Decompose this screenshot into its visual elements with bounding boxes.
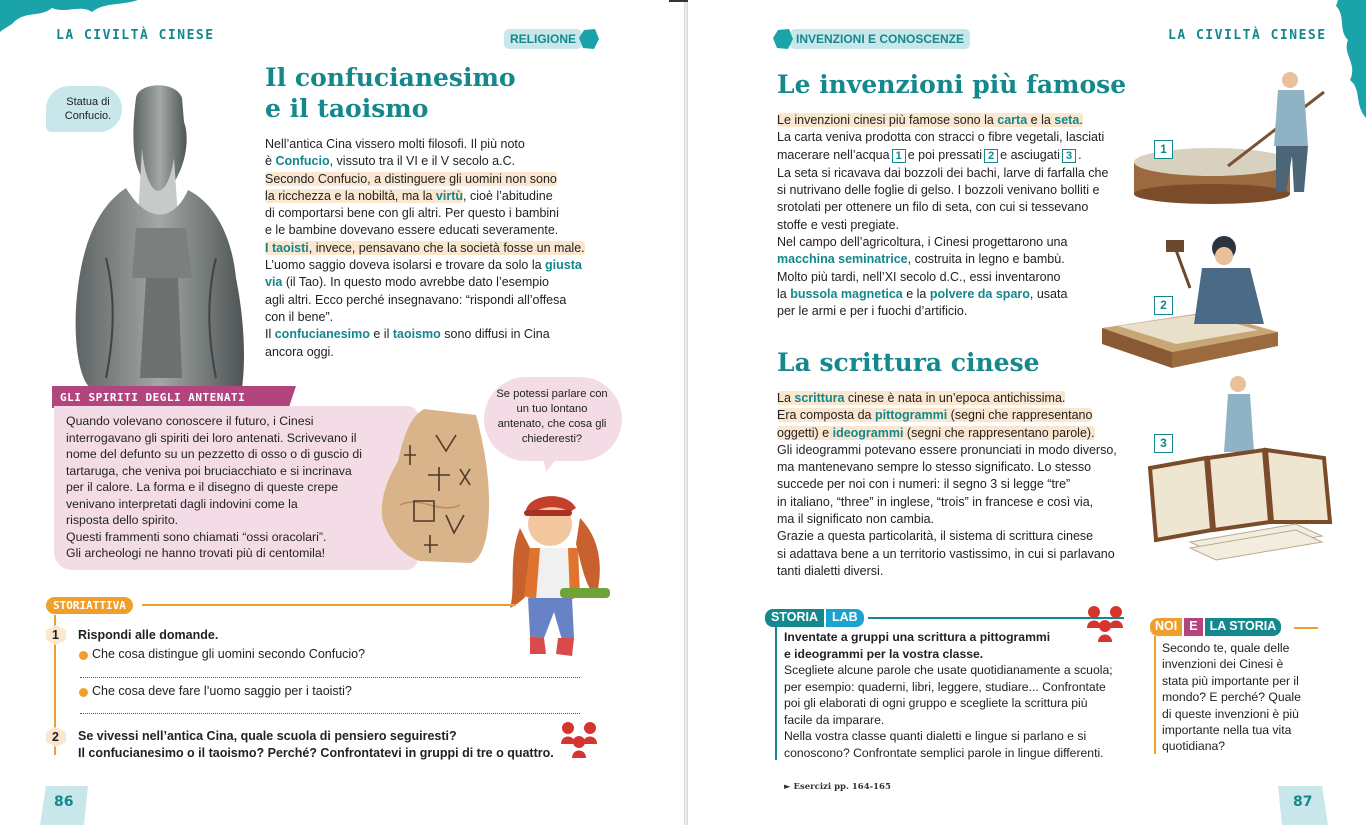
right-page xyxy=(688,0,1366,825)
text-line: di queste invenzioni è più xyxy=(1162,706,1299,721)
bullet-icon xyxy=(79,688,88,697)
spirits-box-title: GLI SPIRITI DEGLI ANTENATI xyxy=(60,391,246,404)
text-line: per esempio: quaderni, libri, leggere, studiare... Confrontate xyxy=(784,679,1106,694)
writing-text: La scrittura cinese è nata in un’epoca antichissima. Era composta da pittogrammi (segni che rappresentano oggetti) e ideogrammi (segni che rappresentano parole). Gli ideogrammi potevano essere pronunciati in modo diverso, ma mantenevano sempre lo stesso significato. Lo stesso succede per noi con i numeri: il segno 3 si legge “tre” in italiano, “three” in inglese, “trois” in francese e così via, ma il significato non cambia. Grazie a questa particolarità, il sistema di scrittura cinese si adattava bene a un territorio vastissimo, in cui si parlavano tanti dialetti diversi. xyxy=(777,391,1117,578)
text-line: mondo? E perché? Quale xyxy=(1162,690,1301,705)
text-line: Questi frammenti sono chiamati “ossi oracolari”. xyxy=(66,529,327,544)
text-line: facile da imparare. xyxy=(784,712,885,727)
question-1-text: Rispondi alle domande. xyxy=(78,628,219,642)
text-line: conoscono? Confrontate semplici parole in lingue differenti. xyxy=(784,745,1104,760)
page-number: 87 xyxy=(1293,794,1313,810)
text-line: venivano interpretati dagli indovini come la xyxy=(66,496,298,511)
text-line: Nella vostra classe quanti dialetti e lingue si parlano e si xyxy=(784,729,1087,743)
question-2-number: 2 xyxy=(52,730,59,744)
section-tag: INVENZIONI E CONOSCENZE xyxy=(772,28,970,50)
figure-label-2: 2 xyxy=(1154,296,1173,315)
figure-label-3: 3 xyxy=(1154,434,1173,453)
page-number: 86 xyxy=(54,794,74,810)
paper-soaking-illustration xyxy=(1132,66,1328,206)
child-character-illustration xyxy=(500,488,612,666)
text-line: risposta dello spirito. xyxy=(66,513,179,527)
section-title-writing: La scrittura cinese xyxy=(777,348,1040,377)
paper-drying-illustration xyxy=(1146,372,1338,564)
section-tag: RELIGIONE xyxy=(504,28,600,50)
storia-lab-label: STORIA LAB xyxy=(765,609,864,627)
figure-label-1: 1 xyxy=(1154,140,1173,159)
exercises-link[interactable]: ► Esercizi pp. 164-165 xyxy=(784,782,891,792)
group-work-icon xyxy=(556,716,602,762)
running-head: LA CIVILTÀ CINESE xyxy=(1168,28,1327,43)
noi-e-la-storia-text xyxy=(1162,640,1330,755)
paper-pressing-illustration xyxy=(1098,228,1284,372)
answer-line[interactable] xyxy=(80,677,580,678)
question-1-item-2: Che cosa deve fare l’uomo saggio per i taoisti? xyxy=(92,684,352,698)
text-line: Quando volevano conoscere il futuro, i Cinesi xyxy=(66,414,314,428)
noi-side-rule xyxy=(1154,636,1156,754)
running-head: LA CIVILTÀ CINESE xyxy=(56,28,215,43)
storiattiva-label: STORIATTIVA xyxy=(46,597,133,614)
speech-bubble-tail xyxy=(540,452,564,474)
spirits-box-text xyxy=(66,413,406,562)
statue-caption: Statua di Confucio. xyxy=(64,96,112,122)
section-title-inventions: Le invenzioni più famose xyxy=(777,70,1127,99)
text-line: interrogavano gli spiriti dei loro antenati. Scrivevano il xyxy=(66,430,357,445)
storia-lab-text: Inventate a gruppi una scrittura a pittogrammi e ideogrammi per la vostra classe. Scegliete alcune parole che usate quotidianamente a scuola; per esempio: quaderni, libri, leggere, studiare... Confrontate poi gli elaborati di ogni gruppo e scegliete la scrittura più facile da imparare. Nella vostra classe quanti dialetti e lingue si parlano e si conoscono? Confrontate semplici parole in lingue differenti. xyxy=(784,629,1130,761)
text-line: poi gli elaborati di ogni gruppo e scegliete la scrittura più xyxy=(784,696,1088,710)
text-line: per il calore. La forma e il disegno di queste crepe xyxy=(66,480,339,494)
answer-line[interactable] xyxy=(80,713,580,714)
corner-decoration xyxy=(1334,0,1366,120)
text-line: importante nella tua vita xyxy=(1162,723,1292,738)
storia-lab-side-rule xyxy=(775,624,777,760)
text-line: tartaruga, che veniva poi bruciacchiato e si incrinava xyxy=(66,463,352,478)
noi-e-la-storia-label: NOI E LA STORIA xyxy=(1150,618,1281,636)
storiattiva-rule xyxy=(142,604,516,606)
oracle-bone-illustration xyxy=(380,405,492,565)
text-line: invenzioni dei Cinesi è xyxy=(1162,657,1284,672)
text-line: stata più importante per il xyxy=(1162,673,1299,688)
main-text: Nell’antica Cina vissero molti filosofi. Il più noto è Confucio, vissuto tra il VI e il V secolo a.C. Secondo Confucio, a distinguere gli uomini non sono la ricchezza e la nobiltà, ma la virtù, cioè l’abitudine di comportarsi bene con gli altri. Per questo i bambini e le bambine dovevano essere educati severamente. I taoisti, invece, pensavano che la società fosse un male. L’uomo saggio doveva isolarsi e trovare da solo la giusta via (il Tao). In questo modo avrebbe dato l’esempio agli altri. Ecco perché insegnavano: “rispondi all’offesa con il bene”. Il confucianesimo e il taoismo sono diffusi in Cina ancora oggi. xyxy=(265,137,585,359)
text-line: Secondo te, quale delle xyxy=(1162,641,1290,655)
hexagon-icon xyxy=(772,28,794,50)
inventions-text: Le invenzioni cinesi più famose sono la carta e la seta. La carta veniva prodotta con stracci o fibre vegetali, lasciati macerare nell’acqua 1 e poi pressati 2 e asciugati 3 . La seta si ricavava dai bozzoli dei bachi, larve di farfalla che si nutrivano delle foglie di gelso. I bozzoli venivano bolliti e srotolati per ottenere un filo di seta, con cui si tessevano stoffe e vesti pregiate. Nel campo dell’agricoltura, i Cinesi progettarono una macchina seminatrice, costruita in legno e bambù. Molto più tardi, nell’XI secolo d.C., essi inventarono la bussola magnetica e la polvere da sparo, usata per le armi e per i fuochi d’artificio. xyxy=(777,113,1109,319)
text-line: quotidiana? xyxy=(1162,739,1226,754)
speech-bubble-text: Se potessi parlare con un tuo lontano antenato, che cosa gli chiederesti? xyxy=(496,388,608,445)
question-1-number: 1 xyxy=(52,628,59,642)
text-line: Scegliete alcune parole che usate quotidianamente a scuola; xyxy=(784,663,1113,677)
bullet-icon xyxy=(79,651,88,660)
text-line: nome del defunto su un pezzetto di osso o di guscio di xyxy=(66,447,363,461)
text-line: Gli archeologi ne hanno trovati più di centomila! xyxy=(66,546,326,560)
page-title: Il confucianesimo e il taoismo xyxy=(265,63,516,123)
question-1-item-1: Che cosa distingue gli uomini secondo Confucio? xyxy=(92,647,366,661)
hexagon-icon xyxy=(578,28,600,50)
question-2-text: Se vivessi nell’antica Cina, quale scuola di pensiero seguiresti? Il confucianesimo o il taoismo? Perché? Confrontatevi in gruppi di tre o quattro. xyxy=(78,729,554,761)
noi-rule xyxy=(1294,627,1318,629)
